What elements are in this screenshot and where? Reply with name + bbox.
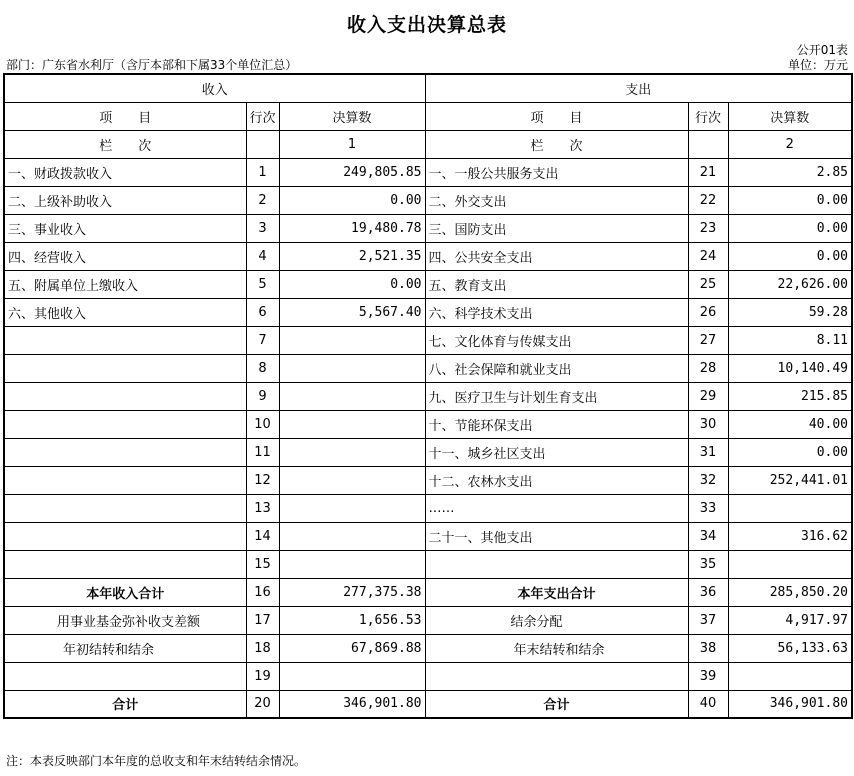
expense-item: 三、国防支出 bbox=[425, 214, 688, 242]
end-balance-amount: 56,133.63 bbox=[728, 634, 852, 662]
table-row bbox=[4, 158, 852, 186]
begin-balance-line: 18 bbox=[246, 634, 279, 662]
expense-amount: 10,140.49 bbox=[728, 354, 852, 382]
expense-line-no: 31 bbox=[688, 438, 728, 466]
expense-blank-amount bbox=[728, 662, 852, 690]
table-row bbox=[4, 410, 852, 438]
income-line-no: 14 bbox=[246, 522, 279, 550]
table-row bbox=[4, 466, 852, 494]
year-total-row bbox=[4, 578, 852, 606]
expense-amount: 2.85 bbox=[728, 158, 852, 186]
income-item bbox=[4, 466, 246, 494]
income-item: 一、财政拨款收入 bbox=[4, 158, 246, 186]
expense-item: 一、一般公共服务支出 bbox=[425, 158, 688, 186]
expense-amount: 316.62 bbox=[728, 522, 852, 550]
income-amount: 5,567.40 bbox=[279, 298, 425, 326]
income-blank-amount bbox=[279, 662, 425, 690]
surplus-distribution-line: 37 bbox=[688, 606, 728, 634]
income-item bbox=[4, 326, 246, 354]
expense-grand-total-label: 合计 bbox=[425, 690, 688, 718]
footnote: 注：本表反映部门本年度的总收支和年末结转结余情况。 bbox=[6, 754, 307, 768]
income-column-label: 栏 次 bbox=[4, 130, 246, 158]
income-grand-total-label: 合计 bbox=[4, 690, 246, 718]
income-item: 六、其他收入 bbox=[4, 298, 246, 326]
page-title: 收入支出决算总表 bbox=[346, 14, 507, 36]
expense-amount bbox=[728, 494, 852, 522]
expense-item: 十、节能环保支出 bbox=[425, 410, 688, 438]
income-line-no: 7 bbox=[246, 326, 279, 354]
expense-line-no: 26 bbox=[688, 298, 728, 326]
expense-item: 二、外交支出 bbox=[425, 186, 688, 214]
income-item bbox=[4, 382, 246, 410]
expense-line-no: 30 bbox=[688, 410, 728, 438]
income-amount bbox=[279, 354, 425, 382]
income-item: 三、事业收入 bbox=[4, 214, 246, 242]
income-amount bbox=[279, 550, 425, 578]
expense-line-no: 23 bbox=[688, 214, 728, 242]
income-item bbox=[4, 354, 246, 382]
expense-year-total-line: 36 bbox=[688, 578, 728, 606]
income-column-number: 1 bbox=[279, 130, 425, 158]
income-amount bbox=[279, 522, 425, 550]
expense-amount: 40.00 bbox=[728, 410, 852, 438]
expense-line-no: 24 bbox=[688, 242, 728, 270]
expense-line-no: 21 bbox=[688, 158, 728, 186]
income-amount bbox=[279, 326, 425, 354]
expense-item: 六、科学技术支出 bbox=[425, 298, 688, 326]
expense-amount: 0.00 bbox=[728, 186, 852, 214]
income-line-header: 行次 bbox=[246, 102, 279, 130]
table-row bbox=[4, 382, 852, 410]
expense-amount bbox=[728, 550, 852, 578]
table-row bbox=[4, 242, 852, 270]
income-amount: 0.00 bbox=[279, 270, 425, 298]
income-year-total-label: 本年收入合计 bbox=[4, 578, 246, 606]
income-grand-total-amount: 346,901.80 bbox=[279, 690, 425, 718]
income-item bbox=[4, 410, 246, 438]
income-amount: 0.00 bbox=[279, 186, 425, 214]
income-amount: 249,805.85 bbox=[279, 158, 425, 186]
column-header-row bbox=[4, 102, 852, 130]
income-item bbox=[4, 550, 246, 578]
department-label: 部门：广东省水利厅（含厅本部和下属33个单位汇总） bbox=[6, 58, 298, 72]
income-amount bbox=[279, 438, 425, 466]
income-item: 二、上级补助收入 bbox=[4, 186, 246, 214]
form-number: 公开01表 bbox=[796, 43, 848, 57]
begin-balance-label: 年初结转和结余 bbox=[4, 634, 246, 662]
income-line-no: 1 bbox=[246, 158, 279, 186]
table-row bbox=[4, 298, 852, 326]
table-row bbox=[4, 270, 852, 298]
income-line-no: 6 bbox=[246, 298, 279, 326]
income-amount bbox=[279, 466, 425, 494]
expense-item: 四、公共安全支出 bbox=[425, 242, 688, 270]
expense-year-total-amount: 285,850.20 bbox=[728, 578, 852, 606]
surplus-distribution-label: 结余分配 bbox=[425, 606, 688, 634]
expense-line-no: 32 bbox=[688, 466, 728, 494]
expense-amount: 0.00 bbox=[728, 242, 852, 270]
expense-line-no: 27 bbox=[688, 326, 728, 354]
income-item: 四、经营收入 bbox=[4, 242, 246, 270]
expense-column-blank bbox=[688, 130, 728, 158]
income-amount bbox=[279, 410, 425, 438]
column-index-row bbox=[4, 130, 852, 158]
begin-balance-amount: 67,869.88 bbox=[279, 634, 425, 662]
expense-amount: 22,626.00 bbox=[728, 270, 852, 298]
expense-item bbox=[425, 550, 688, 578]
expense-grand-total-amount: 346,901.80 bbox=[728, 690, 852, 718]
table-row bbox=[4, 494, 852, 522]
grand-total-row bbox=[4, 690, 852, 718]
expense-blank-line: 39 bbox=[688, 662, 728, 690]
income-line-no: 2 bbox=[246, 186, 279, 214]
expense-line-no: 34 bbox=[688, 522, 728, 550]
expense-amount-header: 决算数 bbox=[728, 102, 852, 130]
income-amount-header: 决算数 bbox=[279, 102, 425, 130]
income-blank-item bbox=[4, 662, 246, 690]
income-line-no: 3 bbox=[246, 214, 279, 242]
income-item-header: 项 目 bbox=[4, 102, 246, 130]
income-line-no: 4 bbox=[246, 242, 279, 270]
income-line-no: 5 bbox=[246, 270, 279, 298]
income-line-no: 10 bbox=[246, 410, 279, 438]
fund-offset-line: 17 bbox=[246, 606, 279, 634]
end-balance-line: 38 bbox=[688, 634, 728, 662]
expense-amount: 59.28 bbox=[728, 298, 852, 326]
income-item bbox=[4, 522, 246, 550]
expense-column-number: 2 bbox=[728, 130, 852, 158]
income-amount: 19,480.78 bbox=[279, 214, 425, 242]
table-row bbox=[4, 214, 852, 242]
expense-line-header: 行次 bbox=[688, 102, 728, 130]
expense-amount: 0.00 bbox=[728, 438, 852, 466]
expense-amount: 252,441.01 bbox=[728, 466, 852, 494]
income-expense-table bbox=[3, 73, 853, 719]
income-blank-line: 19 bbox=[246, 662, 279, 690]
expense-year-total-label: 本年支出合计 bbox=[425, 578, 688, 606]
end-balance-label: 年末结转和结余 bbox=[425, 634, 688, 662]
income-line-no: 8 bbox=[246, 354, 279, 382]
expense-line-no: 35 bbox=[688, 550, 728, 578]
income-amount bbox=[279, 494, 425, 522]
income-line-no: 15 bbox=[246, 550, 279, 578]
expense-item: 八、社会保障和就业支出 bbox=[425, 354, 688, 382]
income-line-no: 11 bbox=[246, 438, 279, 466]
expense-amount: 0.00 bbox=[728, 214, 852, 242]
expense-item: …… bbox=[425, 494, 688, 522]
blank-row bbox=[4, 662, 852, 690]
unit-label: 单位：万元 bbox=[787, 58, 848, 72]
income-year-total-amount: 277,375.38 bbox=[279, 578, 425, 606]
expense-item: 十二、农林水支出 bbox=[425, 466, 688, 494]
expense-line-no: 29 bbox=[688, 382, 728, 410]
income-item: 五、附属单位上缴收入 bbox=[4, 270, 246, 298]
income-column-blank bbox=[246, 130, 279, 158]
table-row bbox=[4, 550, 852, 578]
income-year-total-line: 16 bbox=[246, 578, 279, 606]
income-amount: 2,521.35 bbox=[279, 242, 425, 270]
table-row bbox=[4, 354, 852, 382]
income-item bbox=[4, 494, 246, 522]
fund-offset-row bbox=[4, 606, 852, 634]
expense-grand-total-line: 40 bbox=[688, 690, 728, 718]
expense-amount: 215.85 bbox=[728, 382, 852, 410]
table-row bbox=[4, 326, 852, 354]
expense-line-no: 28 bbox=[688, 354, 728, 382]
expense-line-no: 33 bbox=[688, 494, 728, 522]
expense-item: 五、教育支出 bbox=[425, 270, 688, 298]
income-line-no: 9 bbox=[246, 382, 279, 410]
expense-amount: 8.11 bbox=[728, 326, 852, 354]
fund-offset-amount: 1,656.53 bbox=[279, 606, 425, 634]
expense-blank-item bbox=[425, 662, 688, 690]
income-line-no: 12 bbox=[246, 466, 279, 494]
balance-row bbox=[4, 634, 852, 662]
expense-item: 二十一、其他支出 bbox=[425, 522, 688, 550]
expense-section-header: 支出 bbox=[425, 74, 852, 102]
section-header-row bbox=[4, 74, 852, 102]
table-row bbox=[4, 522, 852, 550]
expense-item: 七、文化体育与传媒支出 bbox=[425, 326, 688, 354]
income-section-header: 收入 bbox=[4, 74, 425, 102]
expense-item: 九、医疗卫生与计划生育支出 bbox=[425, 382, 688, 410]
table-row bbox=[4, 438, 852, 466]
income-grand-total-line: 20 bbox=[246, 690, 279, 718]
expense-line-no: 22 bbox=[688, 186, 728, 214]
income-line-no: 13 bbox=[246, 494, 279, 522]
fund-offset-label: 用事业基金弥补收支差额 bbox=[4, 606, 246, 634]
expense-column-label: 栏 次 bbox=[425, 130, 688, 158]
expense-item: 十一、城乡社区支出 bbox=[425, 438, 688, 466]
table-row bbox=[4, 186, 852, 214]
expense-item-header: 项 目 bbox=[425, 102, 688, 130]
expense-line-no: 25 bbox=[688, 270, 728, 298]
income-amount bbox=[279, 382, 425, 410]
income-item bbox=[4, 438, 246, 466]
surplus-distribution-amount: 4,917.97 bbox=[728, 606, 852, 634]
